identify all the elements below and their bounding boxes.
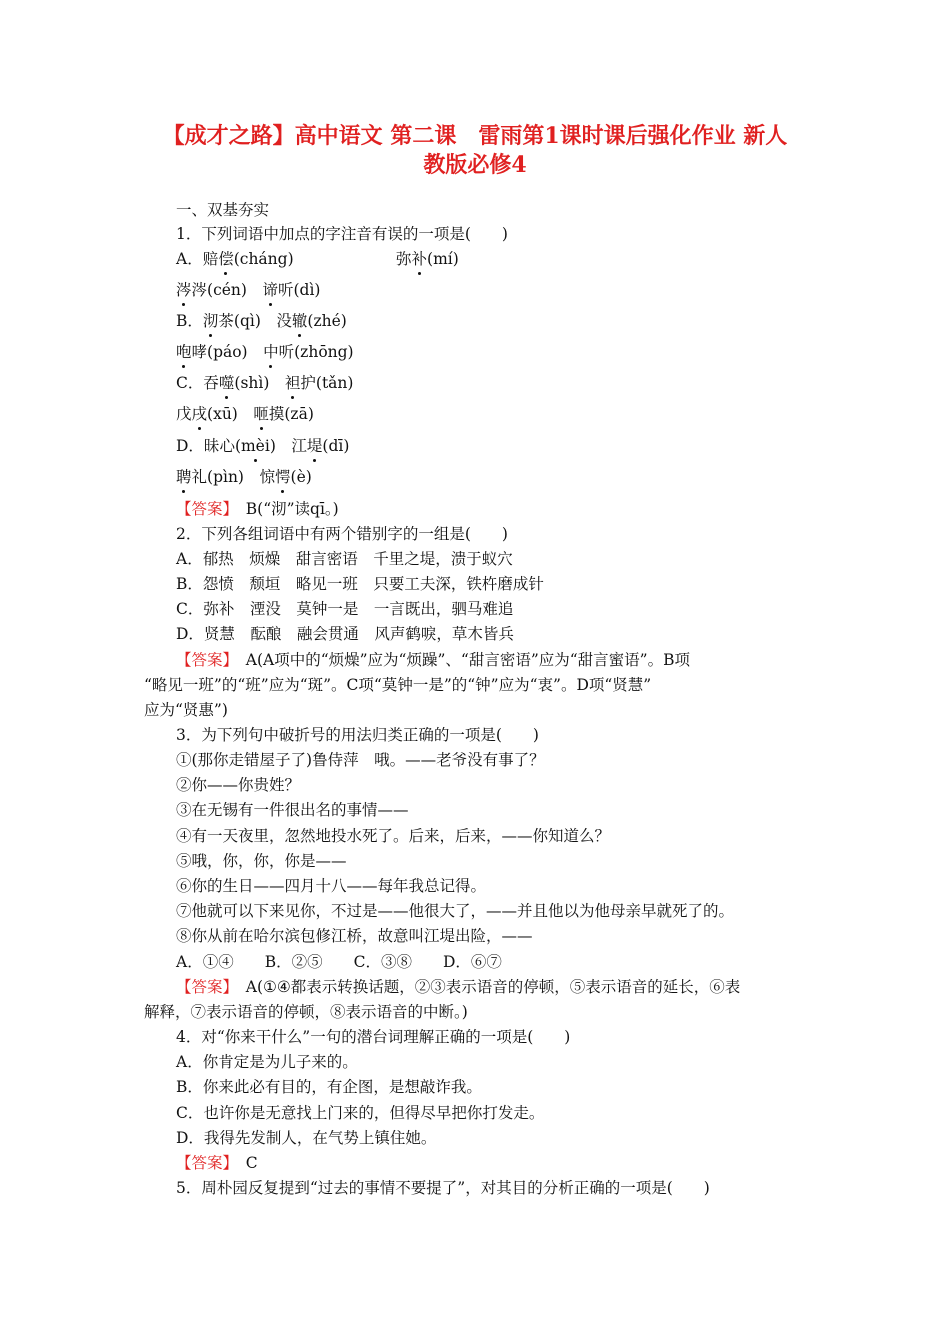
q1-dotted-char: 噬 <box>218 374 235 392</box>
q1-dotted-char: 偿 <box>218 250 234 268</box>
q4-option-a: A．你肯定是为儿子来的。 <box>176 1053 358 1071</box>
q3-sentence-6: ⑥你的生日——四月十八——每年我总记得。 <box>176 877 487 895</box>
q1-dotted-char: 聘 <box>176 468 192 486</box>
q3-answer <box>176 977 740 997</box>
q3-sentence-5: ⑤哦，你，你，你是—— <box>176 852 347 870</box>
answer-label: 【答案】 <box>176 978 231 996</box>
q2-option-d: D．贤慧 酝酿 融会贯通 风声鹤唳，草木皆兵 <box>176 625 514 643</box>
q3-options: A．①④ B．②⑤ C．③⑧ D．⑥⑦ <box>176 953 502 971</box>
q1-text: (zhé) <box>307 312 347 330</box>
q4-option-b: B．你来此必有目的，有企图，是想敲诈我。 <box>176 1078 482 1096</box>
q1-text: 摸(zā) <box>268 405 314 423</box>
q3-sentence-2: ②你——你贵姓？ <box>176 776 301 794</box>
q1-text: (è) <box>290 468 312 486</box>
answer-text: A(①④都表示转换话题，②③表示语音的停顿，⑤表示语音的延长，⑥表 <box>230 978 741 996</box>
q1-dotted-char: 愕 <box>275 468 291 486</box>
q1-text: C．吞 <box>176 374 219 392</box>
section-heading: 一、双基夯实 <box>176 201 270 219</box>
q1-option-c-line1 <box>176 373 353 393</box>
q1-text: 江 <box>291 437 307 455</box>
q3-stem: 3．为下列句中破折号的用法归类正确的一项是( ) <box>176 726 539 744</box>
q4-option-d: D．我得先发制人，在气势上镇住她。 <box>176 1129 437 1147</box>
q1-text: (xū) <box>207 405 254 423</box>
q1-text: 惊 <box>259 468 275 486</box>
q1-text: 听(dì) <box>277 281 321 299</box>
title-line-2: 教版必修4 <box>423 152 527 178</box>
q1-text: 茶(qì) <box>218 312 277 330</box>
q1-dotted-char: 心(mèi) <box>219 437 292 455</box>
q1-text: (dī) <box>322 437 350 455</box>
q2-answer <box>176 650 690 670</box>
q1-text: (mí) <box>427 250 459 268</box>
q1-dotted-char: 咂 <box>253 405 269 423</box>
q1-dotted-char: 中 <box>263 343 279 361</box>
q1-dotted-char: 堤 <box>306 437 323 455</box>
q1-text: 涔(cén) <box>191 281 263 299</box>
answer-label: 【答案】 <box>176 651 231 669</box>
answer-label: 【答案】 <box>176 500 231 518</box>
q1-text: 礼(pìn) <box>191 468 260 486</box>
q3-sentence-3: ③在无锡有一件很出名的事情—— <box>176 801 409 819</box>
q2-stem: 2．下列各组词语中有两个错别字的一组是( ) <box>176 525 508 543</box>
q3-sentence-1: ①(那你走错屋子了)鲁侍萍 哦。——老爷没有事了？ <box>176 751 545 769</box>
q3-sentence-7: ⑦他就可以下来见你，不过是——他很大了，——并且他以为他母亲早就死了的。 <box>176 902 735 920</box>
q1-text: (cháng) <box>233 250 294 268</box>
q1-stem: 1．下列词语中加点的字注音有误的一项是( ) <box>176 225 508 243</box>
q1-text: 没 <box>276 312 292 330</box>
q2-answer-line2: “略见一班”的“班”应为“斑”。C项“莫钟一是”的“钟”应为“衷”。D项“贤慧” <box>144 676 652 694</box>
answer-label: 【答案】 <box>176 1154 231 1172</box>
q1-option-b-line2 <box>176 342 354 362</box>
q3-sentence-8: ⑧你从前在哈尔滨包修江桥，故意叫江堤出险，—— <box>176 927 533 945</box>
answer-text: A(A项中的“烦燥”应为“烦躁”、“甜言密语”应为“甜言蜜语”。B项 <box>230 651 690 669</box>
q1-option-d-line1 <box>176 436 349 456</box>
q2-option-b: B．怨愤 颓垣 略见一班 只要工夫深，铁杵磨成针 <box>176 575 544 593</box>
q1-text: (shì) <box>234 374 285 392</box>
q1-dotted-char: 涔 <box>176 281 192 299</box>
q1-dotted-char: 袒 <box>284 374 301 392</box>
q1-dotted-char: 沏 <box>202 312 219 330</box>
title-line-1: 【成才之路】高中语文 第二课 雷雨第1课时课后强化作业 新人 <box>162 123 788 149</box>
q4-stem: 4．对“你来干什么”一句的潜台词理解正确的一项是( ) <box>176 1028 571 1046</box>
q1-text: 护(tǎn) <box>300 374 354 392</box>
q1-text: 哮(páo) <box>191 343 264 361</box>
q1-option-a-line2 <box>176 280 320 300</box>
q3-answer-line2: 解释，⑦表示语音的停顿，⑧表示语音的中断。) <box>144 1003 468 1021</box>
q1-option-c-line2 <box>176 404 314 424</box>
q1-option-d-line2 <box>176 467 312 487</box>
q2-option-a: A．郁热 烦燥 甜言密语 千里之堤，溃于蚁穴 <box>176 550 513 568</box>
q1-dotted-char: 辙 <box>291 312 308 330</box>
q5-stem: 5．周朴园反复提到“过去的事情不要提了”，对其目的分析正确的一项是( ) <box>176 1179 710 1197</box>
q1-dotted-char: 补 <box>411 250 428 268</box>
document-title <box>140 122 810 180</box>
q1-answer <box>176 499 339 519</box>
q1-option-b-line1 <box>176 311 347 331</box>
q3-sentence-4: ④有一天夜里，忽然地投水死了。后来，后来，——你知道么？ <box>176 827 611 845</box>
q1-text: 戊 <box>176 405 192 423</box>
q1-text: 弥 <box>396 250 412 268</box>
q1-dotted-char: 咆 <box>176 343 192 361</box>
q1-text: 听(zhōng) <box>278 343 354 361</box>
q2-answer-line3: 应为“贤惠”) <box>144 701 228 719</box>
q1-text: D．昧 <box>176 437 220 455</box>
q1-dotted-char: 戌 <box>191 405 208 423</box>
answer-text: C <box>230 1154 258 1172</box>
q1-option-a-line1 <box>176 249 294 269</box>
q4-option-c: C．也许你是无意找上门来的，但得尽早把你打发走。 <box>176 1104 545 1122</box>
q4-answer <box>176 1153 258 1173</box>
q1-text: A．赔 <box>176 250 219 268</box>
q2-option-c: C．弥补 湮没 莫钟一是 一言既出，驷马难追 <box>176 600 514 618</box>
q1-option-a-word2 <box>396 249 459 269</box>
q1-dotted-char: 谛 <box>262 281 278 299</box>
q1-text: B． <box>176 312 203 330</box>
answer-text: B(“沏”读qī。) <box>230 500 339 518</box>
